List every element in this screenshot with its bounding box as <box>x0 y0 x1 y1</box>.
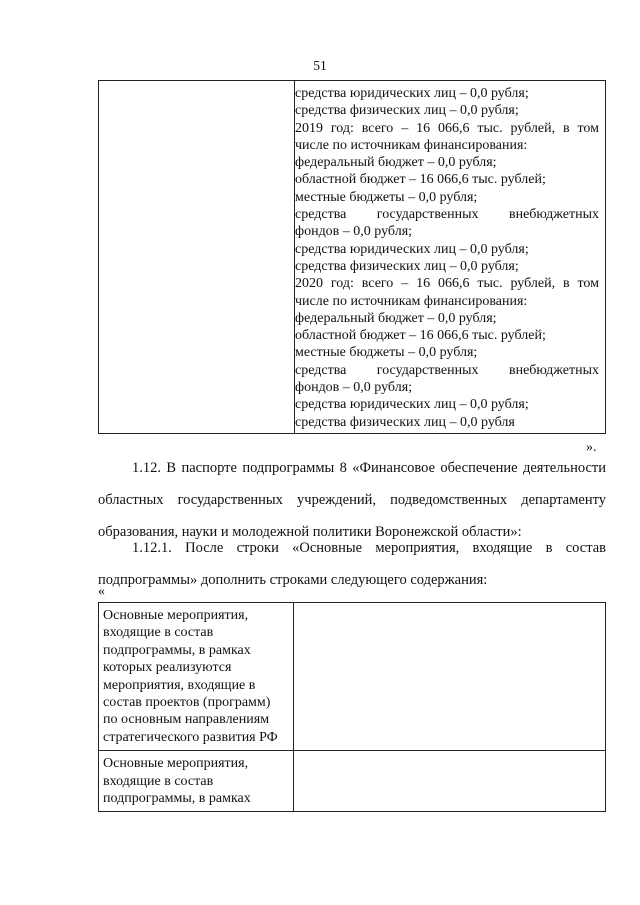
page-number: 51 <box>313 58 327 73</box>
funding-line: средства юридических лиц – 0,0 рубля; <box>295 241 529 257</box>
funding-line: средства физических лиц – 0,0 рубля; <box>295 258 519 274</box>
funding-table-value-cell <box>295 85 599 431</box>
row-label-line: подпрограммы, в рамках <box>103 642 251 658</box>
funding-line: средства государственных внебюджетных <box>295 207 599 223</box>
funding-line: областной бюджет – 16 066,6 тыс. рублей; <box>295 328 546 344</box>
funding-line: числе по источникам финансирования: <box>295 137 528 153</box>
closing-quote: ». <box>586 440 597 455</box>
row-label-line: входящие в состав <box>103 773 214 789</box>
funding-line: средства физических лиц – 0,0 рубля <box>295 414 515 430</box>
row-label-line: мероприятия, входящие в <box>103 677 256 693</box>
funding-line: 2020 год: всего – 16 066,6 тыс. рублей, в том <box>295 276 599 292</box>
funding-table-label-cell <box>99 81 295 433</box>
opening-quote: « <box>98 584 105 599</box>
funding-line: 2019 год: всего – 16 066,6 тыс. рублей, в том <box>295 120 599 136</box>
row-label-line: стратегического развития РФ <box>103 729 278 745</box>
paragraph-line: областных государственных учреждений, подведомственных департаменту <box>98 492 606 508</box>
table-row <box>99 751 605 811</box>
paragraph-line: подпрограммы» дополнить строками следующего содержания: <box>98 572 488 588</box>
row-value-cell <box>294 603 605 750</box>
funding-line: областной бюджет – 16 066,6 тыс. рублей; <box>295 172 546 188</box>
funding-line: средства юридических лиц – 0,0 рубля; <box>295 86 529 101</box>
row-label-cell <box>99 751 294 811</box>
funding-line: числе по источникам финансирования: <box>295 293 528 309</box>
funding-line: федеральный бюджет – 0,0 рубля; <box>295 155 497 171</box>
paragraph-1-12-1 <box>98 532 606 596</box>
funding-line: средства государственных внебюджетных <box>295 362 599 378</box>
funding-line: средства юридических лиц – 0,0 рубля; <box>295 397 529 413</box>
funding-table <box>98 80 606 434</box>
row-label-line: которых реализуются <box>103 660 232 676</box>
row-label-line: входящие в состав <box>103 625 214 641</box>
row-label-line: по основным направлениям <box>103 712 270 728</box>
funding-line: местные бюджеты – 0,0 рубля; <box>295 189 478 205</box>
funding-line: фондов – 0,0 рубля; <box>295 224 413 240</box>
funding-line: местные бюджеты – 0,0 рубля; <box>295 345 478 361</box>
paragraph-line: 1.12.1. После строки «Основные мероприятия, входящие в состав <box>132 540 606 556</box>
paragraph-line: 1.12. В паспорте подпрограммы 8 «Финансовое обеспечение деятельности <box>132 460 606 476</box>
funding-line: федеральный бюджет – 0,0 рубля; <box>295 310 497 326</box>
activities-table <box>98 602 606 812</box>
row-label-line: Основные мероприятия, <box>103 756 249 772</box>
table-row <box>99 603 605 751</box>
row-value-cell <box>294 751 605 811</box>
row-label-line: подпрограммы, в рамках <box>103 791 251 807</box>
paragraph-line: образования, науки и молодежной политики Воронежской области»: <box>98 524 522 540</box>
row-label-line: состав проектов (программ) <box>103 695 271 711</box>
row-label-line: Основные мероприятия, <box>103 608 249 623</box>
funding-line: средства физических лиц – 0,0 рубля; <box>295 103 519 119</box>
row-label-cell <box>99 603 294 750</box>
funding-line: фондов – 0,0 рубля; <box>295 380 413 396</box>
